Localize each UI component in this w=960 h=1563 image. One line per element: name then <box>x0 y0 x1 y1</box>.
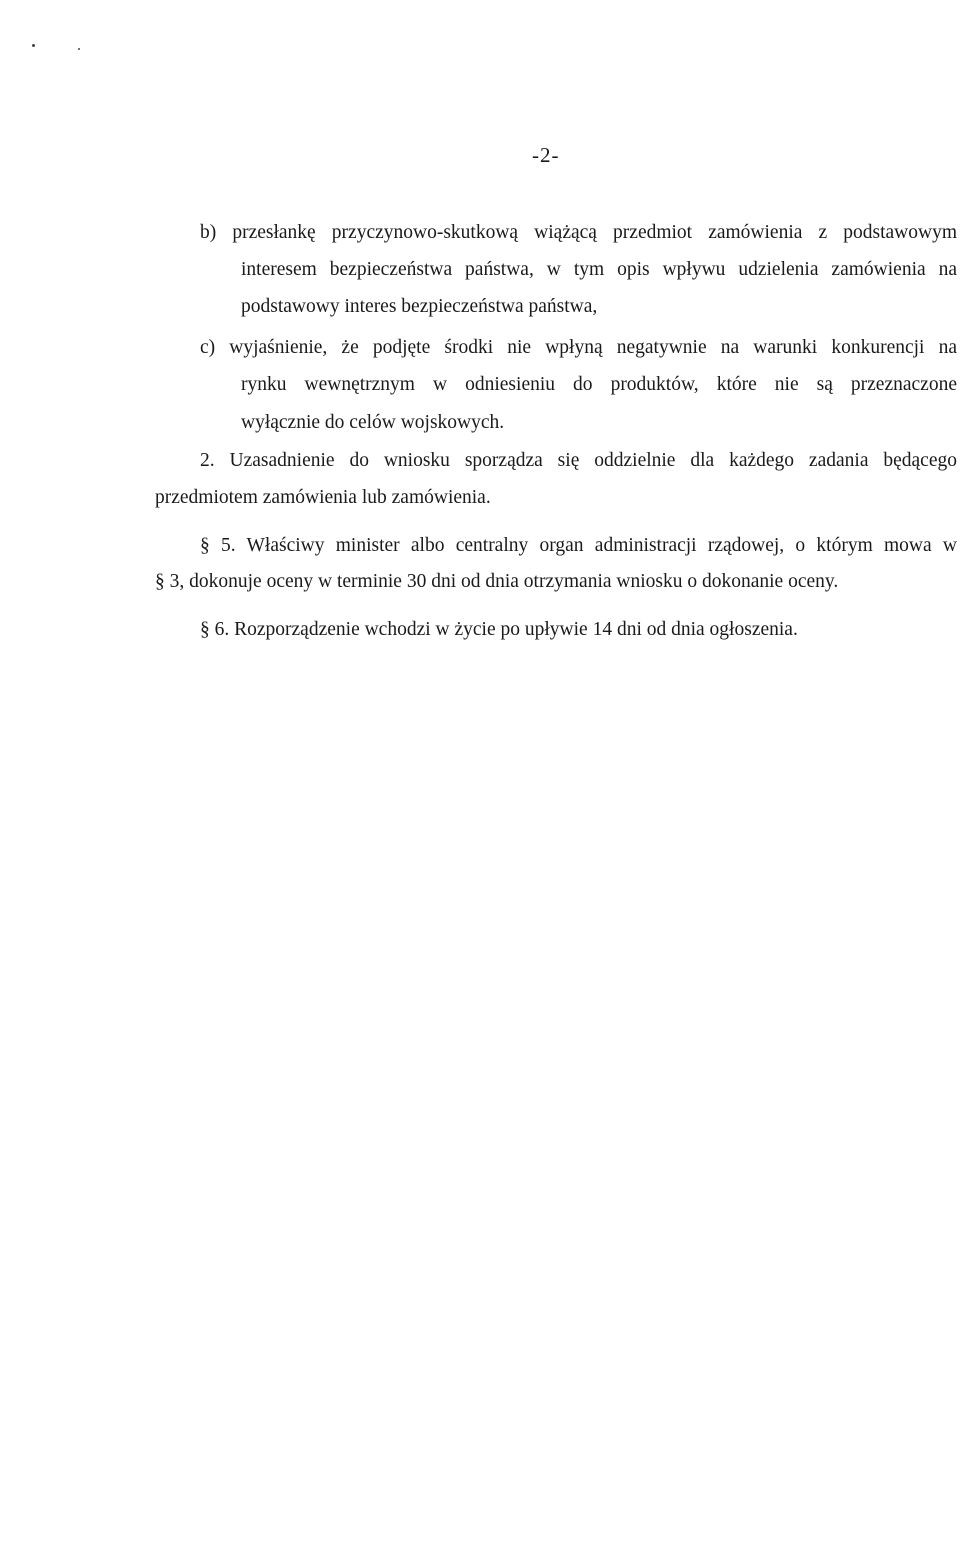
point-2-line-1: 2. Uzasadnienie do wniosku sporządza się oddzielnie dla każdego zadania będącego <box>200 450 957 471</box>
scan-marks <box>26 38 86 58</box>
item-b-line-1: b) przesłankę przyczynowo-skutkową wiążącą przedmiot zamówienia z podstawowym <box>200 222 957 243</box>
item-c-line-1: c) wyjaśnienie, że podjęte środki nie wpłyną negatywnie na warunki konkurencji na <box>200 337 957 358</box>
scan-dot <box>32 44 35 47</box>
item-c-line-2: rynku wewnętrznym w odniesieniu do produktów, które nie są przeznaczone <box>241 374 957 395</box>
section-5-line-1: § 5. Właściwy minister albo centralny organ administracji rządowej, o którym mowa w <box>200 535 957 556</box>
item-c-line-3: wyłącznie do celów wojskowych. <box>241 412 505 433</box>
point-2-line-2: przedmiotem zamówienia lub zamówienia. <box>155 487 491 508</box>
item-b-line-3: podstawowy interes bezpieczeństwa państwa, <box>241 296 598 317</box>
page-number: -2- <box>532 143 560 167</box>
scan-dot <box>78 48 80 50</box>
section-5-line-2: § 3, dokonuje oceny w terminie 30 dni od dnia otrzymania wniosku o dokonanie oceny. <box>155 571 839 592</box>
item-b-line-2: interesem bezpieczeństwa państwa, w tym opis wpływu udzielenia zamówienia na <box>241 259 957 280</box>
section-6-line-1: § 6. Rozporządzenie wchodzi w życie po upływie 14 dni od dnia ogłoszenia. <box>200 619 798 640</box>
